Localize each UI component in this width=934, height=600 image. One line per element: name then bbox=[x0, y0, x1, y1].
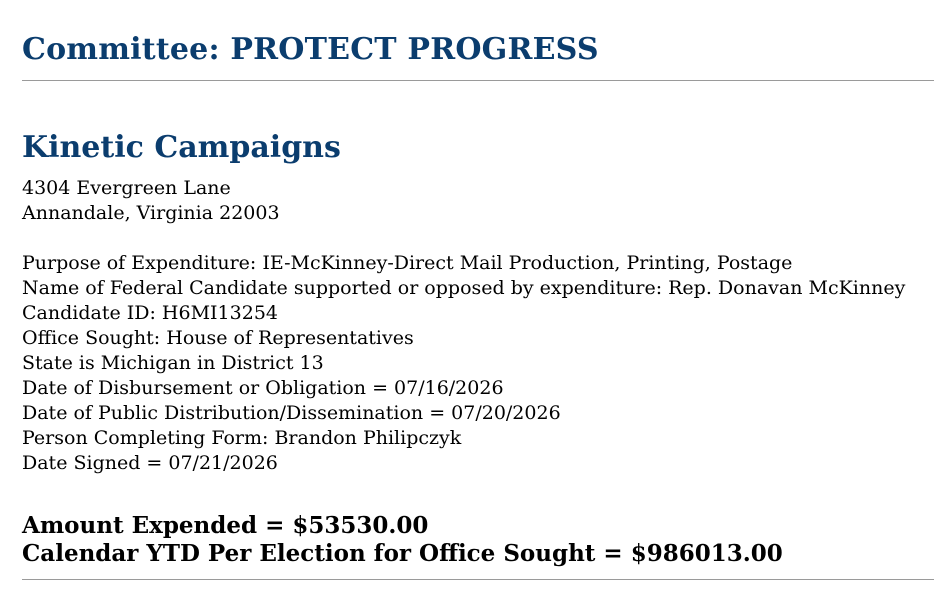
calendar-ytd-amount: Calendar YTD Per Election for Office Sought = $986013.00 bbox=[22, 540, 783, 567]
candidate-id: Candidate ID: H6MI13254 bbox=[22, 302, 278, 324]
address-line-1: 4304 Evergreen Lane bbox=[22, 177, 231, 199]
address-line-2: Annandale, Virginia 22003 bbox=[22, 202, 280, 224]
top-divider bbox=[22, 80, 934, 81]
expenditure-details bbox=[22, 251, 905, 476]
date-signed: Date Signed = 07/21/2026 bbox=[22, 452, 278, 474]
office-sought: Office Sought: House of Representatives bbox=[22, 327, 414, 349]
disbursement-date: Date of Disbursement or Obligation = 07/16/2026 bbox=[22, 377, 504, 399]
expenditure-amounts bbox=[22, 512, 783, 568]
state-district: State is Michigan in District 13 bbox=[22, 352, 324, 374]
payee-name: Kinetic Campaigns bbox=[22, 130, 341, 165]
amount-expended: Amount Expended = $53530.00 bbox=[22, 512, 429, 539]
bottom-divider bbox=[22, 579, 934, 580]
distribution-date: Date of Public Distribution/Dissemination = 07/20/2026 bbox=[22, 402, 561, 424]
payee-address bbox=[22, 176, 280, 226]
candidate-name: Name of Federal Candidate supported or opposed by expenditure: Rep. Donavan McKinney bbox=[22, 277, 906, 299]
person-completing-form: Person Completing Form: Brandon Philipczyk bbox=[22, 427, 462, 449]
purpose-of-expenditure: Purpose of Expenditure: IE-McKinney-Direct Mail Production, Printing, Postage bbox=[22, 252, 793, 274]
committee-title: Committee: PROTECT PROGRESS bbox=[22, 32, 599, 67]
